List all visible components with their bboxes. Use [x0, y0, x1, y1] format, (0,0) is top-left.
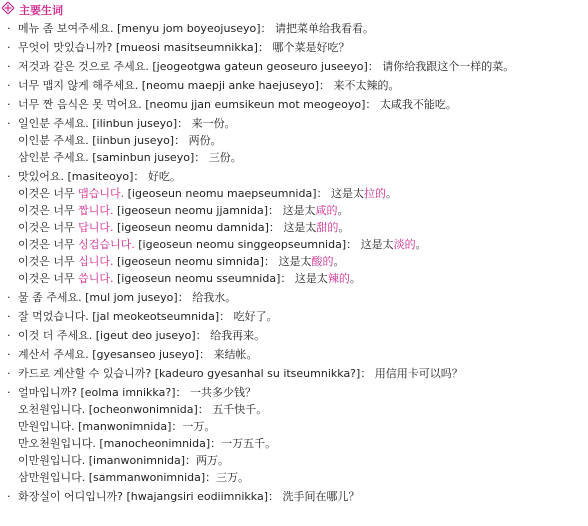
- vocab-phrase: 얼마입니까? [eolma imnikka?]： 一共多少钱？: [18, 386, 256, 399]
- list-bullet: ·: [7, 22, 11, 35]
- phrase-part: [igeoseun neomu damnida]： 这是太: [113, 221, 317, 234]
- vocab-row: [0, 185, 588, 202]
- vocab-row: [0, 418, 588, 435]
- list-bullet: ·: [7, 170, 11, 183]
- vocab-phrase: 카드로 계산할 수 있습니까? [kadeuro gyesanhal su itseumnikka?]： 用信用卡可以吗？: [18, 367, 463, 380]
- vocab-phrase: 저것과 같은 것으로 주세요. [jeogeotgwa gateun geoseuro juseeyo]： 请你给我跟这个一样的菜。: [18, 60, 515, 73]
- list-bullet: ·: [7, 79, 11, 92]
- vocab-phrase: 너무 짠 음식은 못 먹어요. [neomu jjan eumsikeun mot meogeoyo]： 太咸我不能吃。: [18, 98, 457, 111]
- vocab-row: [0, 270, 588, 287]
- phrase-part: [igeoseun neomu maepseumnida]： 这是太: [124, 187, 364, 200]
- phrase-part: 이것은 너무: [18, 272, 79, 285]
- highlight-word: 짭니다.: [78, 204, 114, 217]
- list-bullet: ·: [7, 117, 11, 130]
- vocab-row: [0, 168, 588, 185]
- vocab-row: [0, 327, 588, 344]
- vocab-row: [0, 308, 588, 325]
- highlight-word: 십니다.: [78, 255, 114, 268]
- vocab-row: [0, 253, 588, 270]
- highlight-word: 씁니다.: [78, 272, 114, 285]
- highlight-word: 답니다.: [78, 221, 114, 234]
- vocab-phrase: 너무 맵지 않게 해주세요. [neomu maepji anke haejuseyo]： 来不太辣的。: [18, 79, 400, 92]
- section-title: 主要生词: [19, 4, 63, 17]
- vocab-row: [0, 58, 588, 75]
- vocab-phrase: [18, 270, 361, 287]
- vocab-phrase: [18, 202, 349, 219]
- vocab-row: [0, 132, 588, 149]
- phrase-part: [igeoseun neomu singgeopseumnida]： 这是太: [134, 238, 394, 251]
- phrase-part: [igeoseun neomu simnida]： 这是太: [113, 255, 312, 268]
- vocab-row: [0, 452, 588, 469]
- vocab-row: [0, 96, 588, 113]
- phrase-part: 。: [349, 272, 361, 285]
- vocab-phrase: 물 좀 주세요. [mul jom juseyo]： 给我水。: [18, 291, 237, 304]
- vocab-row: [0, 149, 588, 166]
- vocab-row: [0, 115, 588, 132]
- list-bullet: ·: [7, 367, 11, 380]
- diamond-plus-icon: [2, 2, 14, 14]
- vocab-row: [0, 488, 588, 505]
- vocab-row: [0, 77, 588, 94]
- vocab-list: [0, 20, 588, 507]
- phrase-part: 이것은 너무: [18, 238, 79, 251]
- section-header: [0, 0, 588, 18]
- highlight-word: 拉的: [364, 187, 386, 200]
- vocab-row: [0, 39, 588, 56]
- vocab-row: [0, 435, 588, 452]
- phrase-part: 。: [337, 204, 349, 217]
- vocab-phrase: 만원입니다. [manwonimnida]：一万。: [18, 420, 216, 433]
- vocab-row: [0, 219, 588, 236]
- phrase-part: 。: [338, 221, 350, 234]
- vocab-row: [0, 365, 588, 382]
- highlight-word: 淡的: [393, 238, 416, 251]
- list-bullet: ·: [7, 41, 11, 54]
- list-bullet: ·: [7, 490, 11, 503]
- vocab-row: [0, 289, 588, 306]
- vocab-row: [0, 384, 588, 401]
- vocab-phrase: [18, 236, 427, 253]
- highlight-word: 甜的: [316, 221, 339, 234]
- list-bullet: ·: [7, 329, 11, 342]
- vocab-phrase: 이만원입니다. [imanwonimnida]：两万。: [18, 454, 230, 467]
- phrase-part: 。: [333, 255, 345, 268]
- list-bullet: ·: [7, 386, 11, 399]
- vocab-phrase: 메뉴 좀 보여주세요. [menyu jom boyeojuseyo]： 请把菜单给我看看。: [18, 22, 374, 35]
- vocab-row: [0, 401, 588, 418]
- phrase-part: 。: [415, 238, 427, 251]
- vocab-phrase: 삼만원입니다. [sammanwonimnida]：三万。: [18, 471, 250, 484]
- highlight-word: 맵습니다.: [78, 187, 125, 200]
- vocab-phrase: 무엇이 맛있습니까? [mueosi masitseumnikka]： 哪个菜是好吃？: [18, 41, 350, 54]
- vocab-phrase: 삼인분 주세요. [saminbun juseyo]： 三份。: [18, 151, 242, 164]
- vocab-phrase: 잘 먹었습니다. [jal meokeotseumnida]： 吃好了。: [18, 310, 278, 323]
- vocab-row: [0, 469, 588, 486]
- vocab-phrase: [18, 219, 349, 236]
- phrase-part: 이것은 너무: [18, 221, 79, 234]
- vocab-phrase: 일인분 주세요. [ilinbun juseyo]： 来一份。: [18, 117, 236, 130]
- vocab-row: [0, 236, 588, 253]
- list-bullet: ·: [7, 291, 11, 304]
- list-bullet: ·: [7, 348, 11, 361]
- phrase-part: 이것은 너무: [18, 204, 79, 217]
- list-bullet: ·: [7, 60, 11, 73]
- highlight-word: 咸的: [315, 204, 338, 217]
- vocab-phrase: 계산서 주세요. [gyesanseo juseyo]： 来结帐。: [18, 348, 258, 361]
- vocab-phrase: 맛있어요. [masiteoyo]： 好吃。: [18, 170, 181, 183]
- vocab-phrase: [18, 185, 397, 202]
- vocab-phrase: [18, 253, 344, 270]
- vocab-phrase: 오천원입니다. [ocheonwonimnida]： 五千快千。: [18, 403, 268, 416]
- vocab-phrase: 이것 더 주세요. [igeut deo juseyo]： 给我再来。: [18, 329, 266, 342]
- phrase-part: 。: [386, 187, 397, 200]
- list-bullet: ·: [7, 98, 11, 111]
- vocab-row: [0, 20, 588, 37]
- list-bullet: ·: [7, 310, 11, 323]
- vocab-phrase: 만오천원입니다. [manocheonimnida]：一万五千。: [18, 437, 277, 450]
- highlight-word: 싱겁습니다.: [78, 238, 135, 251]
- phrase-part: 이것은 너무: [18, 187, 79, 200]
- vocab-row: [0, 346, 588, 363]
- highlight-word: 酸的: [311, 255, 334, 268]
- highlight-word: 辣的: [327, 272, 350, 285]
- vocab-phrase: 이인분 주세요. [iinbun juseyo]： 两份。: [18, 134, 222, 147]
- phrase-part: [igeoseun neomu jjamnida]： 这是太: [113, 204, 316, 217]
- phrase-part: 이것은 너무: [18, 255, 79, 268]
- vocab-phrase: 화장실이 어디입니까? [hwajangsiri eodiimnikka]： 洗手间在哪儿？: [18, 490, 360, 503]
- phrase-part: [igeoseun neomu sseumnida]： 这是太: [113, 272, 328, 285]
- vocab-row: [0, 202, 588, 219]
